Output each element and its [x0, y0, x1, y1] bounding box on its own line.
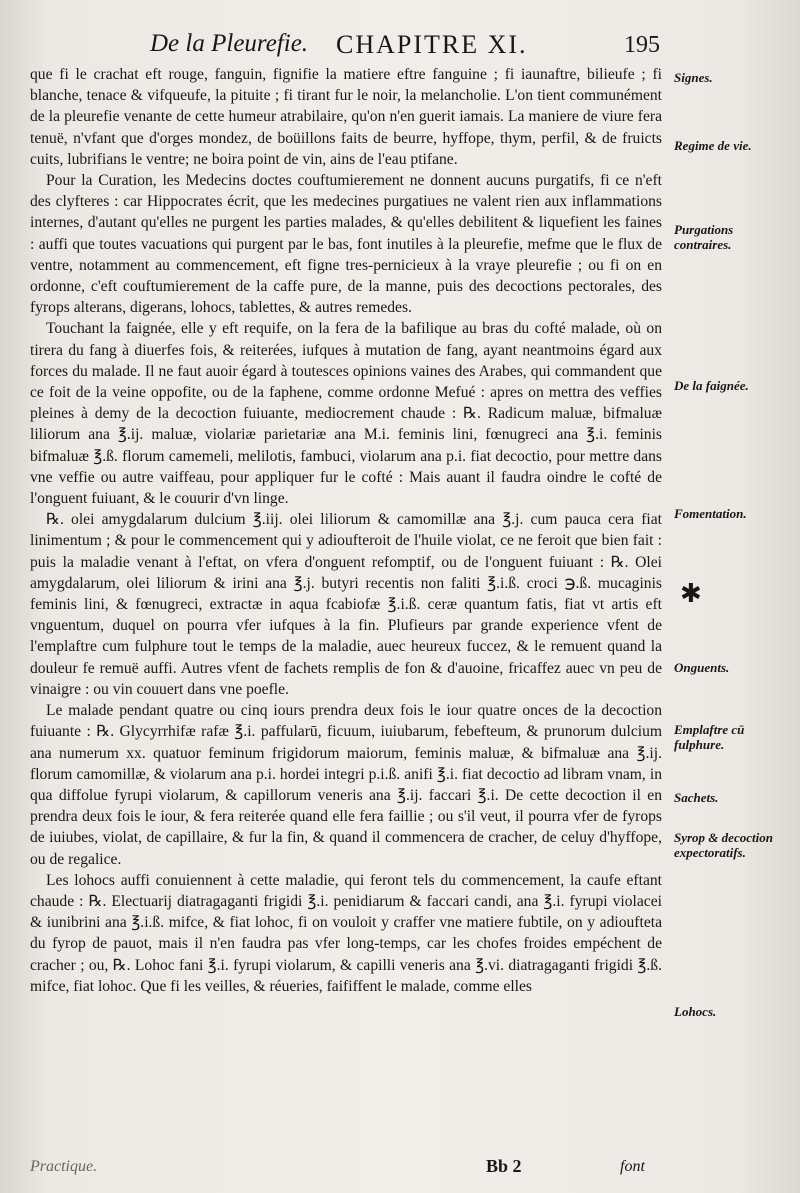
margin-note-purgations: Purgations contraires.	[674, 222, 734, 252]
paragraph-recipe-oil: ℞. olei amygdalarum dulcium ℥.iij. olei liliorum & camomillæ ana ℥.j. cum pauca cera fiat linimentum ; & pour le commencement qui y adioufteroit de l'huile violat, ce ne feroit que bien fait : puis la maladie venant à l'eftat, on vfera d'onguent refomptif, ou de l'onguent fuiuant : ℞. Olei amygdalarum, olei liliorum & irini ana ℥.j. butyri recentis non faliti ℥.i.ß. croci ℈.ß. mucaginis feminis lini, & fœnugreci, extractæ in aqua fcabiofæ ℥.i.ß. ceræ quantum fatis, fiat vt artis eft vnguentum, duquel on pourra vfer iufques à la fin. Plufieurs par grande experience vfent de l'emplaftre cum fulphure tout le temps de la maladie, auec heureux fuccez, & le remuent quand la douleur fe remuë auffi. Autres vfent de fachets remplis de fon & d'auoine, fricaffez auec vn peu de vinaigre : ou vin couuert dans vne poefle.	[30, 511, 662, 698]
margin-note-sachets: Sachets.	[674, 790, 719, 805]
running-title: De la Pleurefie.	[150, 30, 309, 57]
margin-note-signes: Signes.	[674, 70, 713, 85]
margin-notes	[666, 0, 794, 1193]
paragraph-decoction: Le malade pendant quatre ou cinq iours prendra deux fois le iour quatre onces de la decoction fuiuante : ℞. Glycyrrhifæ rafæ ℥.i. paffularū, ficuum, iuiubarum, febefteum, & prunorum dulcium ana numerum xx. quatuor feminum frigidorum maiorum, feminis maluæ, & bifmaluæ ana ℥.ij. florum camomillæ, & violarum ana p.i. hordei integri p.i.ß. anifi ℥.i. fiat decoctio ad libram vnam, in qua diffolue fyrupi violarum, & capillorum veneris ana ℥.ij. faccari ℥.i. De cette decoction il en prendra deux fois le iour, & fera reiterée quand elle fera faillie ; ou s'il veut, il pourra vfer de fyrops de iuiubes, violat, de capillaire, & fur la fin, & quand il commencera de cracher, de celuy d'hyffope, ou de regalice.	[30, 702, 662, 868]
margin-note-fomentation: Fomentation.	[674, 506, 747, 521]
chapter-heading: CHAPITRE XI.	[336, 30, 528, 59]
paragraph-lohocs: Les lohocs auffi conuiennent à cette maladie, qui feront tels du commencement, la caufe eftant chaude : ℞. Electuarij diatragaganti frigidi ℥.i. penidiarum & faccari candi, ana ℥.i. fyrupi violacei & iunibrini ana ℥.i.ß. mifce, & fiat lohoc, fi on vouloit y craffer vne matiere fubtile, on y adioufteta du fyrop de pauot, mais il n'en faudra pas vfer long-temps, car les chofes froides empéchent de cracher ; ou, ℞. Lohoc fani ℥.i. fyrupi violarum, & capilli veneris ana ℥.vi. diatragaganti frigidi ℥.ß. mifce, fiat lohoc. Que fi les veilles, & réueries, faififfent le malade, comme elles	[30, 871, 662, 995]
paragraph-saignee: Touchant la faignée, elle y eft requife, on la fera de la bafilique au bras du cofté malade, où on tirera du fang à diuerfes fois, & reiterées, iufques à mutation de fang, ayant neantmoins égard aux forces du malade. Il ne faut auoir égard à toutesces opinions vaines des Arabes, qui commandent que ce foit de la veine oppofite, ou de la faphene, comme ordonne Mefué : apres on mettra des veffies pleines à demy de la decoction fuiuante, mediocrement chaude : ℞. Radicum maluæ, bifmaluæ liliorum ana ℥.ij. maluæ, violariæ parietariæ ana M.i. feminis lini, fœnugreci ana ℥.i. feminis bifmaluæ ℥.ß. florum camemeli, melilotis, fambuci, violarum ana p.i. fiat decoctio, pour mettre dans vne veffie ou autre vaiffeau, pour appliquer fur le cofté : Mais auant il faudra oindre le cofté de l'onguent fuiuant, & le couurir d'vn linge.	[30, 320, 662, 508]
margin-note-saignee: De la faignée.	[674, 378, 749, 393]
page-footer	[0, 1156, 800, 1188]
paragraph-curation: Pour la Curation, les Medecins doctes couftumierement ne donnent aucuns purgatifs, fi ce n'eft des clyfteres : car Hippocrates écrit, que les medecines purgatiues ne valent rien aux inflammations internes, d'autant qu'elles ne purgent les parties malades, & qu'elles debilitent & liquefient les faines : auffi que toutes vacuations qui purgent par le bas, font inutiles à la pleurefie, mefme que le flux de ventre, notamment au commencement, eft figne tres-pernicieux à la vraye pleurefie ; ou fi on en ordonne, c'eft couftumierement de la caffe pure, de la manne, puis des decoctions pectorales, des fyrops alterans, digerans, lohocs, tablettes, & autres remedes.	[30, 172, 662, 317]
signature-mark: Bb 2	[486, 1156, 522, 1176]
margin-note-syrop: Syrop & decoction expectoratifs.	[674, 830, 773, 860]
page-number: 195	[624, 32, 660, 58]
page-header	[140, 24, 660, 64]
asterisk-mark: ✱	[680, 579, 702, 608]
catchword: font	[620, 1158, 645, 1175]
main-text	[30, 64, 662, 1168]
margin-note-lohocs: Lohocs.	[674, 1004, 717, 1019]
margin-note-onguents: Onguents.	[674, 660, 730, 675]
paragraph-signes: que fi le crachat eft rouge, fanguin, fignifie la matiere eftre fanguine ; fi iaunaftre, bilieufe ; fi blanche, tenace & vifqueufe, la pituite ; fi tirant fur le noir, la melancholie. L'on tient communément de la pleurefie venante de cette humeur atrabilaire, qu'on n'en guerit iamais. La maniere de viure fera tenuë, n'vfant que d'orges mondez, de boüillons faits de beurre, hyffope, thym, perfil, & de fruicts cuits, lubrifians le ventre; ne boira point de vin, ains de l'eau ptifane.	[30, 66, 662, 168]
bleed-through-text: Practique.	[30, 1158, 98, 1175]
margin-note-regime: Regime de vie.	[674, 138, 752, 153]
margin-note-emplastre: Emplaftre cū fulphure.	[674, 722, 745, 752]
